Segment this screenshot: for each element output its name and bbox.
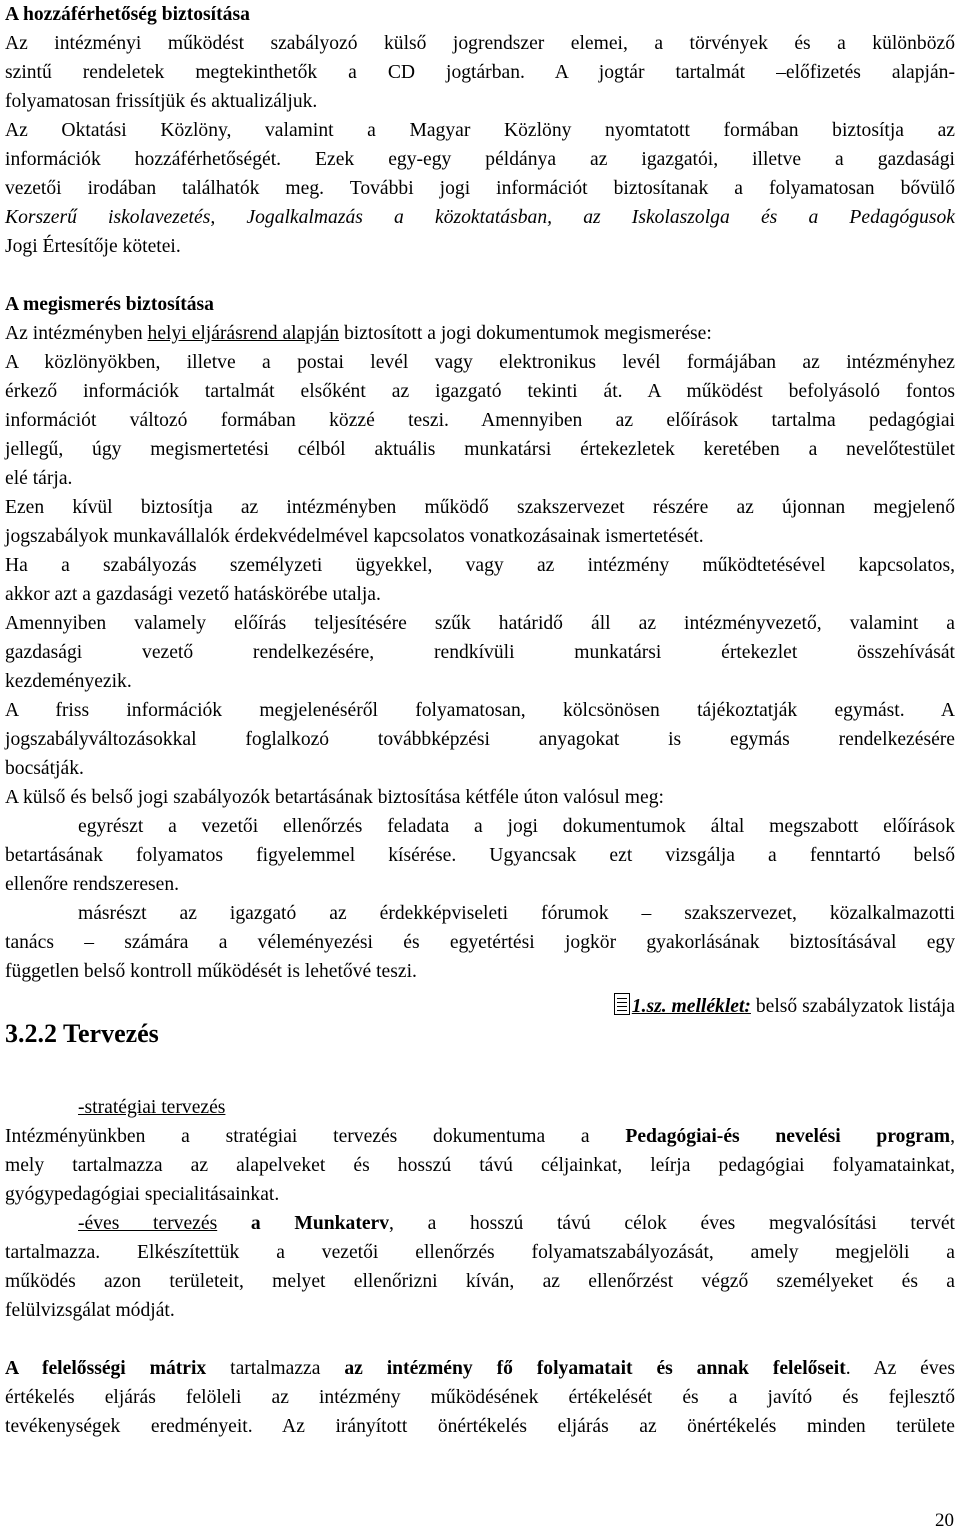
text: Intézményünkben a stratégiai tervezés dokumentuma a — [5, 1126, 626, 1147]
paragraph-line: Jogi Értesítője kötetei. — [5, 236, 181, 257]
paragraph-line: kezdeményezik. — [5, 671, 132, 692]
spacer — [5, 261, 955, 290]
intro-text: Az intézményben — [5, 323, 148, 344]
paragraph-line: egyrészt a vezetői ellenőrzés feladata a jogi dokumentumok által megszabott előírások — [78, 816, 955, 837]
paragraph-line — [5, 1122, 955, 1151]
paragraph-line: jogszabályok munkavállalók érdekvédelmével kapcsolatos vonatkozásainak ismertetését. — [5, 526, 704, 547]
text: a — [217, 1213, 295, 1234]
paragraph-line: vezetői irodában találhatók meg. További jogi információt biztosítanak a folyamatosan bővülő — [5, 178, 955, 199]
matrix-term: A felelősségi mátrix — [5, 1358, 207, 1379]
paragraph-line: ellenőre rendszeresen. — [5, 874, 180, 895]
paragraph-line — [5, 1354, 955, 1383]
paragraph-line: szintű rendeletek megtekinthetők a CD jogtárban. A jogtár tartalmát –előfizetés alapján- — [5, 62, 955, 83]
page-number: 20 — [935, 1510, 954, 1531]
paragraph-line: értékelés eljárás felöleli az intézmény működésének értékelését és a javító és fejlesztő — [5, 1387, 955, 1408]
subheading-strategic — [5, 1093, 955, 1122]
spacer — [5, 1051, 955, 1093]
section-title-awareness: A megismerés biztosítása — [5, 294, 214, 315]
paragraph-line: Az intézményi működést szabályozó külső jogrendszer elemei, a törvények és a különböző — [5, 33, 955, 54]
attachment-link[interactable]: 1.sz. melléklet: — [631, 996, 751, 1017]
paragraph-line: jogszabályváltozásokkal foglalkozó továbbképzési anyagokat is egymás rendelkezésére — [5, 729, 955, 750]
intro-line — [5, 319, 955, 348]
paragraph-line: működés azon területeit, melyet ellenőrizni kíván, az ellenőrzést végző személyeket és a — [5, 1271, 955, 1292]
paragraph-line: Ha a szabályozás személyzeti ügyekkel, vagy az intézmény működtetésével kapcsolatos, — [5, 555, 955, 576]
paragraph-line: mely tartalmazza az alapelveket és hosszú távú céljainkat, leírja pedagógiai folyamatainkat, — [5, 1155, 955, 1176]
workplan-name: Munkaterv — [294, 1213, 390, 1234]
paragraph-line: A friss információk megjelenéséről folyamatosan, kölcsönösen tájékoztatják egymást. A — [5, 700, 955, 721]
paragraph-line: akkor azt a gazdasági vezető hatáskörébe utalja. — [5, 584, 381, 605]
subheading-annual: -éves tervezés — [78, 1213, 218, 1234]
matrix-description: az intézmény fő folyamatait és annak felelőseit — [344, 1358, 846, 1379]
page-content — [5, 0, 955, 1441]
intro-text: biztosított a jogi dokumentumok megismerése: — [339, 323, 712, 344]
text: , a hosszú távú célok éves megvalósítási tervét — [389, 1213, 956, 1234]
paragraph-line: Az Oktatási Közlöny, valamint a Magyar Közlöny nyomtatott formában biztosítja az — [5, 120, 955, 141]
text: , — [950, 1126, 955, 1147]
paragraph-line: érkező információk tartalmát elsőként az igazgató tekinti át. A működést befolyásoló fontos — [5, 381, 955, 402]
section-title-accessibility: A hozzáférhetőség biztosítása — [5, 4, 250, 25]
text: tartalmazza — [206, 1358, 345, 1379]
subheading-text: -stratégiai tervezés — [78, 1097, 226, 1118]
spacer — [5, 1325, 955, 1354]
paragraph-line: bocsátják. — [5, 758, 84, 779]
procedure-reference: helyi eljárásrend alapján — [147, 323, 340, 344]
section-title-planning: 3.2.2 Tervezés — [5, 1019, 159, 1048]
paragraph-line — [5, 1209, 955, 1238]
paragraph-line: információt változó formában közzé teszi. Amennyiben az előírások tartalma pedagógiai — [5, 410, 955, 431]
paragraph-line: tartalmazza. Elkészítettük a vezetői ellenőrzés folyamatszabályozását, amely megjelöli a — [5, 1242, 955, 1263]
program-name: Pedagógiai-és nevelési program — [625, 1126, 951, 1147]
paragraph-line: betartásának folyamatos figyelemmel kísérése. Ugyancsak ezt vizsgálja a fenntartó belső — [5, 845, 955, 866]
paragraph-line: elé tárja. — [5, 468, 73, 489]
paragraph-line: jellegű, úgy megismertetési célból aktuális munkatársi értekezletek keretében a nevelőtestület — [5, 439, 955, 460]
paragraph-line: Amennyiben valamely előírás teljesítésére szűk határidő áll az intézményvezető, valamint a — [5, 613, 955, 634]
paragraph-line: folyamatosan frissítjük és aktualizáljuk. — [5, 91, 318, 112]
paragraph-line: tevékenységek eredményeit. Az irányított önértékelés eljárás az önértékelés minden területe — [5, 1416, 955, 1437]
paragraph-line: másrészt az igazgató az érdekképviseleti fórumok – szakszervezet, közalkalmazotti — [78, 903, 955, 924]
paragraph-line: gazdasági vezető rendelkezésére, rendkívüli munkatársi értekezlet összehívását — [5, 642, 955, 663]
paragraph-line: tanács – számára a véleményezési és egyetértési jogkör gyakorlásának biztosításával egy — [5, 932, 955, 953]
paragraph-line: Korszerű iskolavezetés, Jogalkalmazás a közoktatásban, az Iskolaszolga és a Pedagógusok — [5, 207, 955, 228]
paragraph-line: információk hozzáférhetőségét. Ezek egy-egy példánya az igazgatói, illetve a gazdasági — [5, 149, 955, 170]
paragraph-line: gyógypedagógiai specialitásainkat. — [5, 1184, 280, 1205]
paragraph-line: független belső kontroll működését is lehetővé teszi. — [5, 961, 417, 982]
attachment-text: belső szabályzatok listája — [750, 996, 955, 1017]
paragraph-line: Ezen kívül biztosítja az intézményben működő szakszervezet részére az újonnan megjelenő — [5, 497, 955, 518]
paragraph-line: A külső és belső jogi szabályozók betartásának biztosítása kétféle úton valósul meg: — [5, 787, 664, 808]
paragraph-line: felülvizsgálat módját. — [5, 1300, 175, 1321]
paragraph-line: A közlönyökben, illetve a postai levél vagy elektronikus levél formájában az intézményhez — [5, 352, 955, 373]
document-icon — [614, 993, 630, 1015]
text: . Az éves — [845, 1358, 955, 1379]
